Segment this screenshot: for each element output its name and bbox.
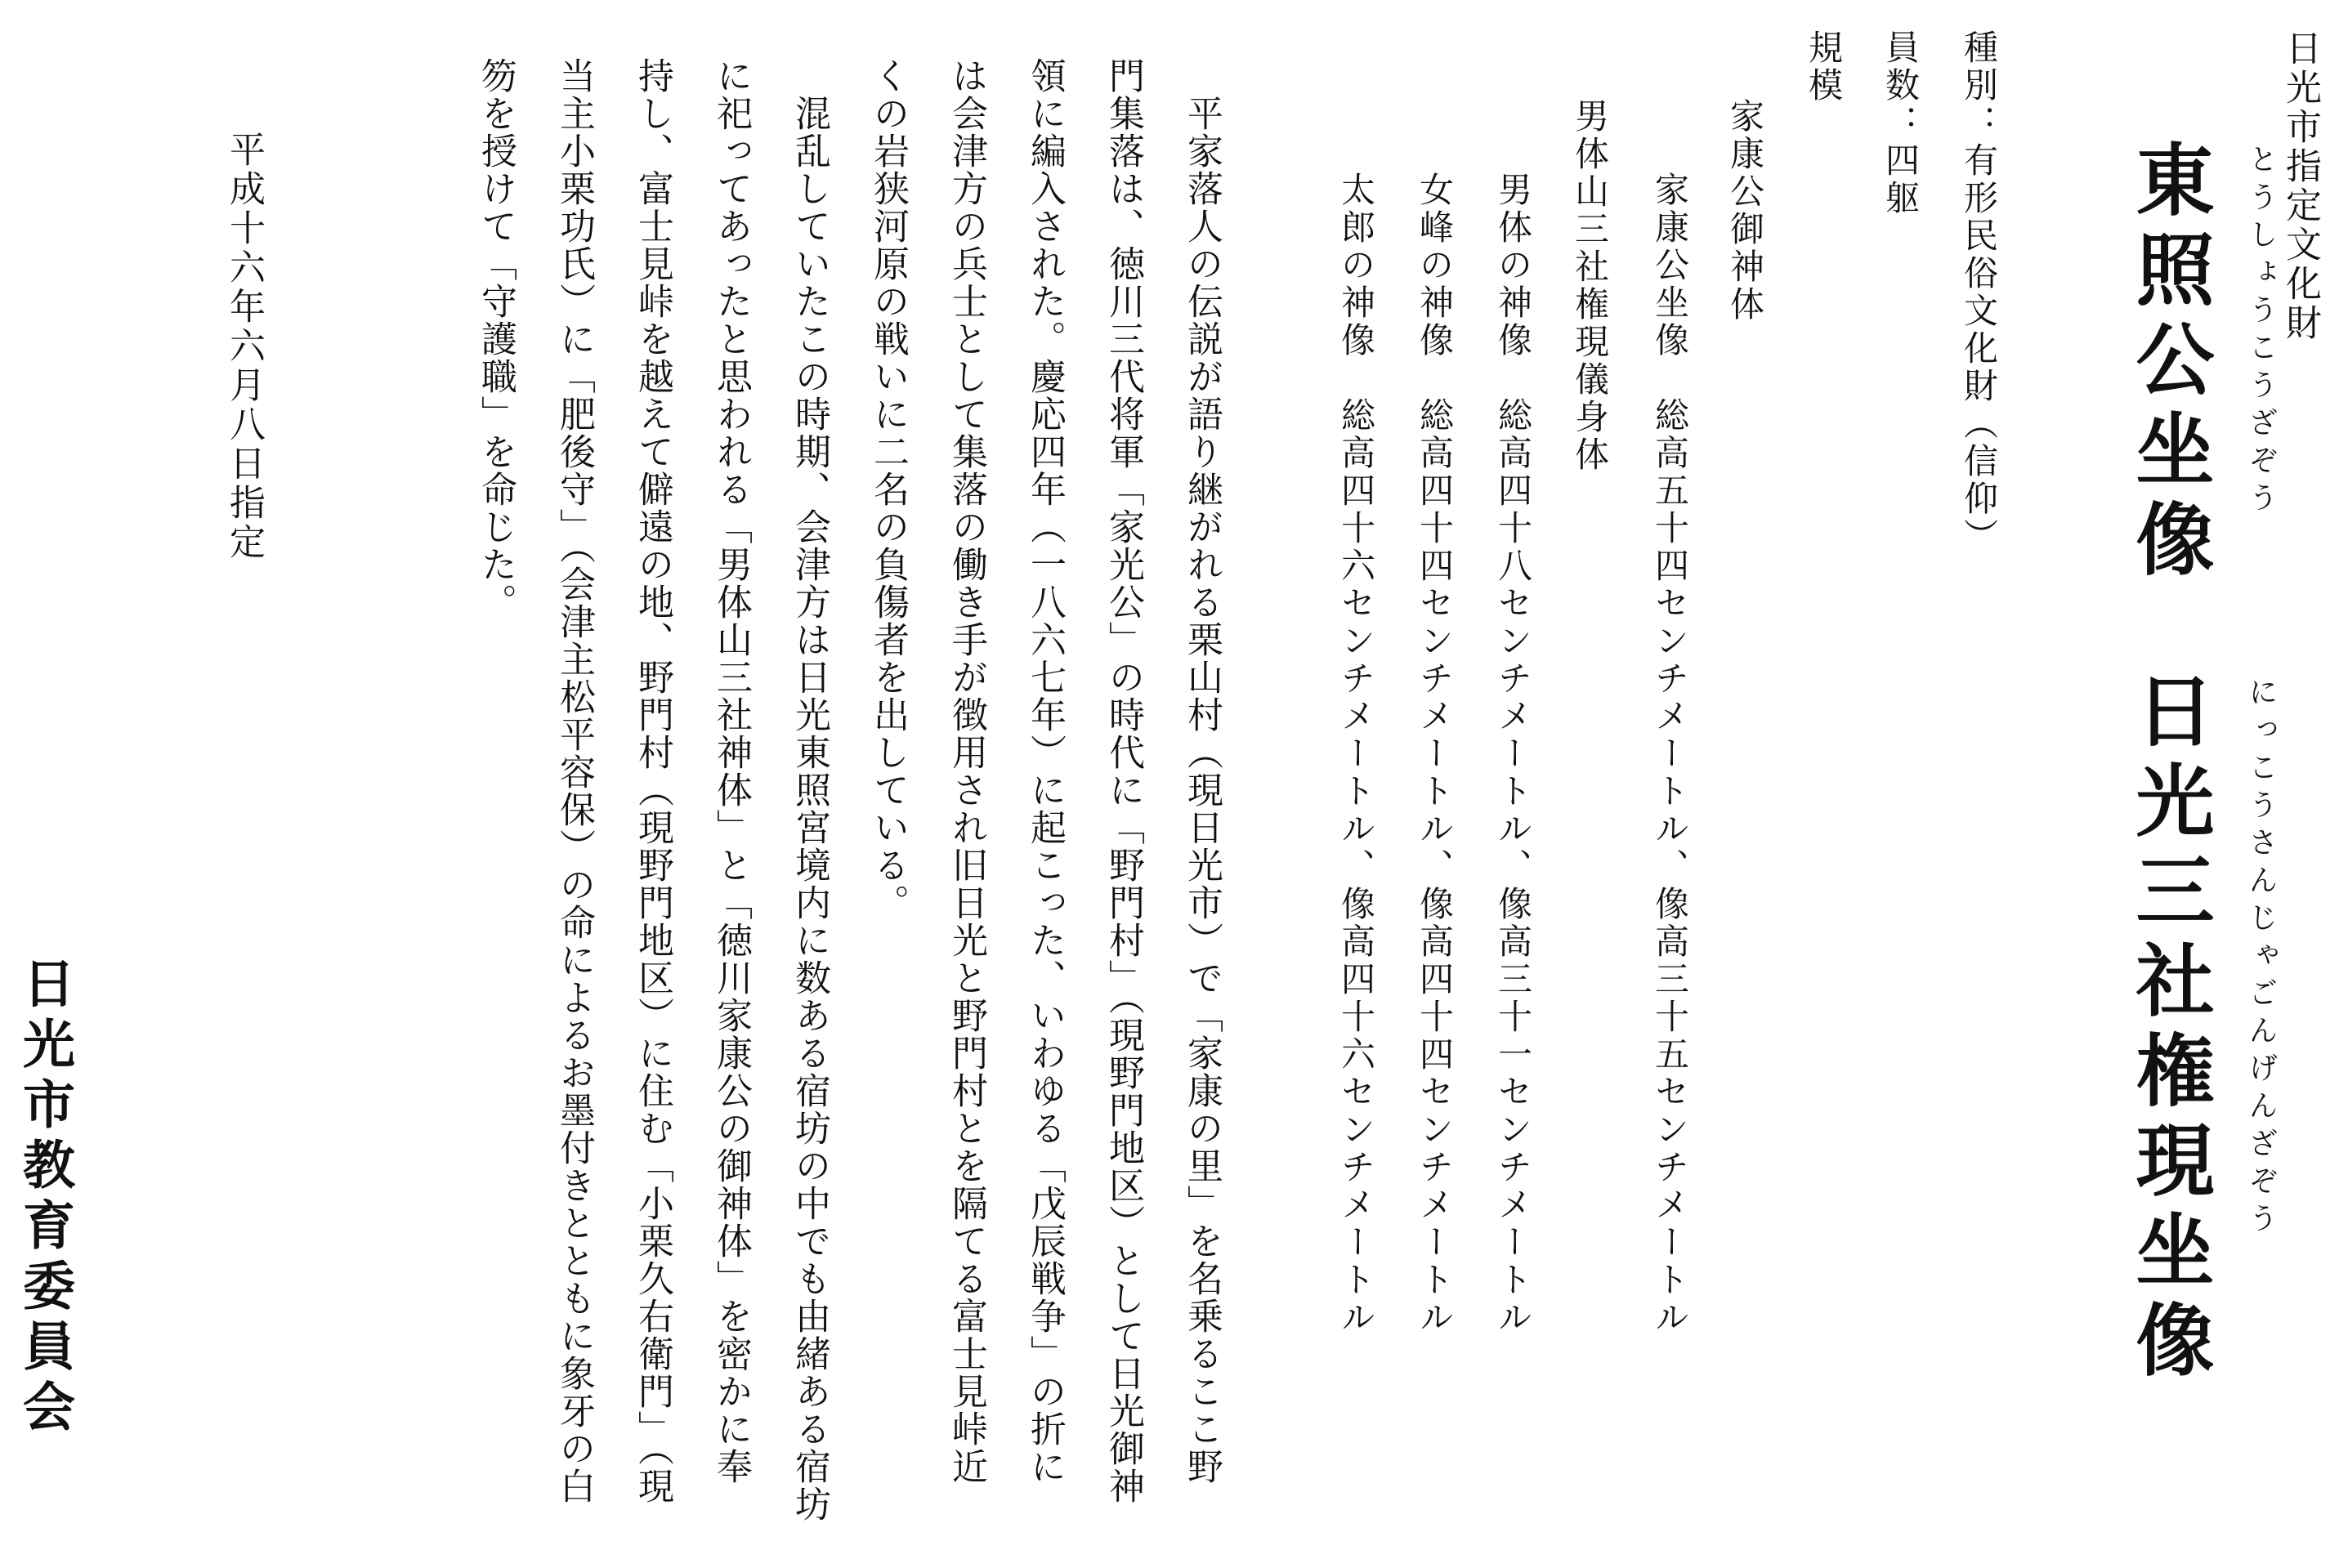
title-1: 東照公坐像 — [2123, 139, 2216, 588]
group-2-title: 男体山三社権現儀身体 — [1570, 98, 1610, 474]
cultural-property-designation: 日光市指定文化財 — [2279, 29, 2321, 343]
group-2-item: 太郎の神像 総高四十六センチメートル、像高四十六センチメートル — [1336, 172, 1376, 1337]
group-2-item: 男体の神像 総高四十八センチメートル、像高三十一センチメートル — [1493, 172, 1533, 1337]
title-2: 日光三社権現坐像 — [2123, 670, 2216, 1389]
body-paragraph-line: 混乱していたこの時期、会津方は日光東照宮境内に数ある宿坊の中でも由緒ある宿坊 — [789, 57, 830, 1523]
body-paragraph-line: 門集落は、徳川三代将軍「家光公」の時代に「野門村」（現野門地区）として日光御神 — [1102, 57, 1144, 1505]
designation-date: 平成十六年六月八日指定 — [223, 131, 265, 562]
body-paragraph-line: 笏を授けて「守護職」を命じた。 — [475, 57, 517, 621]
title-2-reading: にっこうさんじゃごんげんざぞう — [2244, 677, 2278, 1240]
title-1-reading: とうしょうこうざぞう — [2244, 144, 2278, 520]
scale-label: 規模 — [1804, 29, 1844, 105]
body-paragraph-line: 平家落人の伝説が語り継がれる栗山村（現日光市）で「家康の里」を名乗るここ野 — [1181, 57, 1223, 1485]
issuer-name: 日光市教育委員会 — [14, 956, 75, 1440]
group-2-item: 女峰の神像 総高四十四センチメートル、像高四十四センチメートル — [1415, 172, 1455, 1337]
group-1-item: 家康公坐像 総高五十四センチメートル、像高三十五センチメートル — [1650, 172, 1690, 1337]
body-paragraph-line: 持し、富士見峠を越えて僻遠の地、野門村（現野門地区）に住む「小栗久右衛門」（現 — [632, 57, 673, 1505]
body-paragraph-line: 当主小栗功氏）に「肥後守」（会津主松平容保）の命によるお墨付きとともに象牙の白 — [553, 57, 595, 1505]
body-paragraph-line: に祀ってあったと思われる「男体山三社神体」と「徳川家康公の御神体」を密かに奉 — [710, 57, 752, 1485]
group-1-title: 家康公御神体 — [1725, 98, 1765, 324]
type-line: 種別：有形民俗文化財（信仰） — [1959, 29, 1999, 556]
count-line: 員数：四躯 — [1881, 29, 1921, 217]
body-paragraph-line: は会津方の兵士として集落の働き手が徴用され旧日光と野門村とを隔てる富士見峠近 — [946, 57, 987, 1485]
body-paragraph-line: 領に編入された。慶応四年（一八六七年）に起こった、いわゆる「戊辰戦争」の折に — [1024, 57, 1066, 1485]
body-paragraph-line: くの岩狭河原の戦いに二名の負傷者を出している。 — [867, 57, 909, 922]
